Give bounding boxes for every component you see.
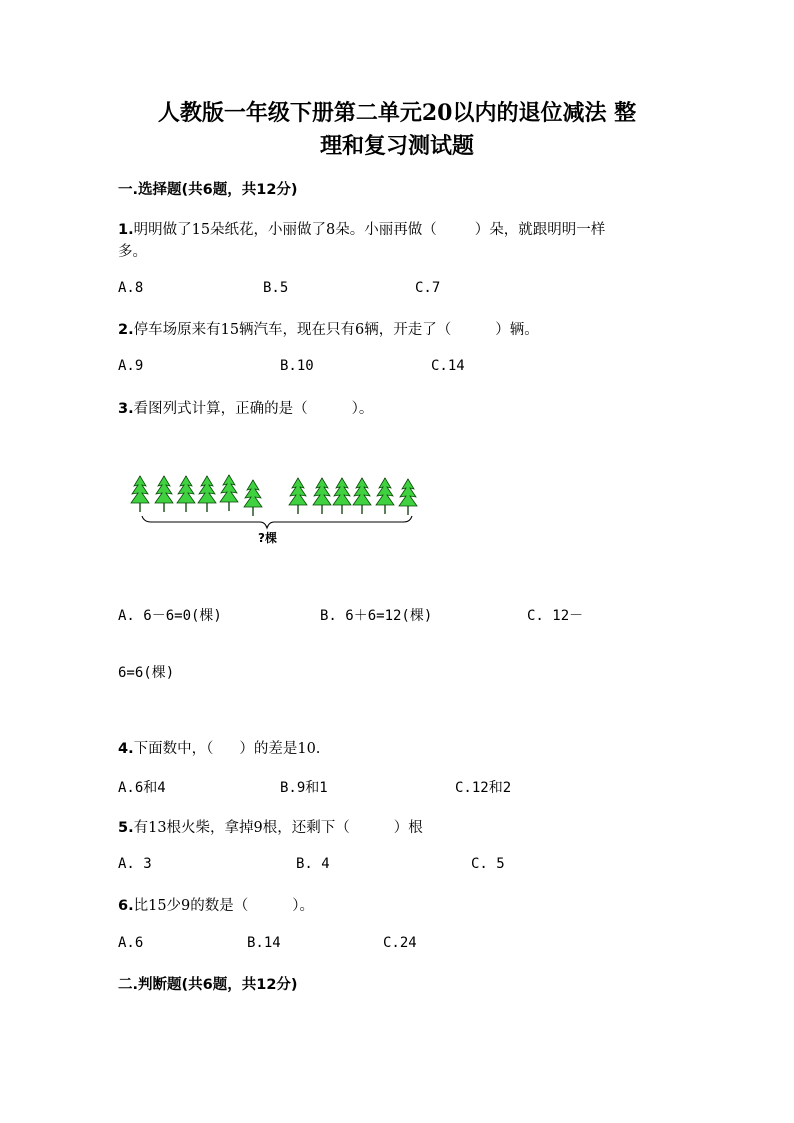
question-6: 6.比15少9的数是（ ）。 xyxy=(118,898,315,914)
q6-option-b[interactable]: B.14 xyxy=(247,935,281,951)
question-number: 3. xyxy=(118,401,134,417)
question-4: 4.下面数中，（ ）的差是10. xyxy=(118,741,321,757)
tree-icon xyxy=(220,475,238,511)
question-2: 2.停车场原来有15辆汽车，现在只有6辆，开走了（ ）辆。 xyxy=(118,322,539,338)
q4-option-a[interactable]: A.6和4 xyxy=(118,780,166,796)
q5-option-c[interactable]: C. 5 xyxy=(471,856,505,872)
tree-icon xyxy=(353,478,371,514)
q6-option-a[interactable]: A.6 xyxy=(118,935,144,951)
tree-icon xyxy=(289,478,307,514)
tree-icon xyxy=(399,479,417,515)
tree-icon xyxy=(333,478,351,514)
question-5: 5.有13根火柴，拿掉9根，还剩下（ ）根 xyxy=(118,820,423,836)
tree-icon xyxy=(198,476,216,512)
q4-option-c[interactable]: C.12和2 xyxy=(455,780,512,796)
q3-option-c-cont: 6=6(棵) xyxy=(118,665,175,681)
q2-option-a[interactable]: A.9 xyxy=(118,358,144,374)
figure-label: ?棵 xyxy=(258,531,277,545)
q5-option-b[interactable]: B. 4 xyxy=(296,856,330,872)
q1-option-b[interactable]: B.5 xyxy=(263,280,289,296)
question-number: 1. xyxy=(118,222,134,238)
q1-option-a[interactable]: A.8 xyxy=(118,280,144,296)
tree-icon xyxy=(244,480,262,516)
tree-icon xyxy=(177,476,195,512)
question-number: 6. xyxy=(118,898,134,914)
section-heading-judgment: 二.判断题(共6题，共12分) xyxy=(118,977,298,993)
q4-option-b[interactable]: B.9和1 xyxy=(280,780,328,796)
tree-icon xyxy=(155,476,173,512)
tree-icon xyxy=(313,478,331,514)
q3-option-a[interactable]: A. 6－6=0(棵) xyxy=(118,608,222,624)
question-1-line1: 1.明明做了15朵纸花，小丽做了8朵。小丽再做（ ）朵，就跟明明一样 xyxy=(118,222,606,238)
page-title-line1: 人教版一年级下册第二单元20以内的退位减法 整 xyxy=(157,100,637,126)
q2-option-c[interactable]: C.14 xyxy=(431,358,465,374)
question-3: 3.看图列式计算，正确的是（ ）。 xyxy=(118,401,374,417)
brace xyxy=(142,516,412,528)
question-number: 2. xyxy=(118,322,134,338)
question-1-line2: 多。 xyxy=(118,244,147,260)
q3-option-b[interactable]: B. 6＋6=12(棵) xyxy=(320,608,433,624)
q3-option-c[interactable]: C. 12－ xyxy=(527,608,584,624)
section-heading-choice: 一.选择题(共6题，共12分) xyxy=(118,182,298,198)
tree-icon xyxy=(376,478,394,514)
question-number: 4. xyxy=(118,741,134,757)
page-title-line2: 理和复习测试题 xyxy=(319,133,474,159)
q1-option-c[interactable]: C.7 xyxy=(415,280,441,296)
q6-option-c[interactable]: C.24 xyxy=(383,935,417,951)
question-number: 5. xyxy=(118,820,134,836)
q5-option-a[interactable]: A. 3 xyxy=(118,856,152,872)
tree-icon xyxy=(131,476,149,512)
q2-option-b[interactable]: B.10 xyxy=(280,358,314,374)
